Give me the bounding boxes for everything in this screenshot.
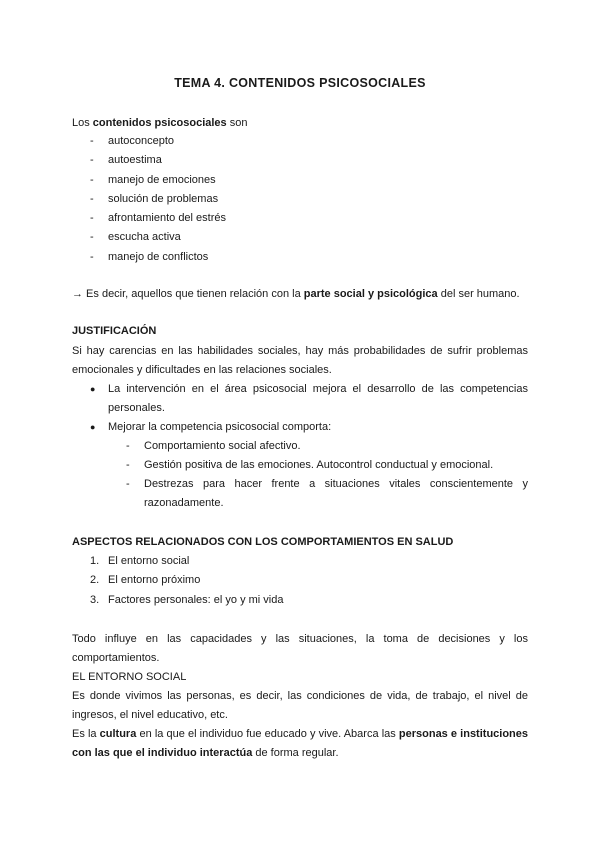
list-item-text: solución de problemas [108, 192, 219, 205]
sub-list-item [108, 437, 528, 456]
list-item [72, 132, 528, 151]
entorno-paragraph: Es donde vivimos las personas, es decir, las condiciones de vida, de trabajo, el nivel de ingresos, el nivel educativo, etc. [72, 690, 528, 721]
closing-paragraph: Todo influye en las capacidades y las situaciones, la toma de decisiones y los comportamientos. [72, 633, 528, 664]
aspectos-list [72, 552, 528, 610]
sub-list-text: Gestión positiva de las emociones. Autocontrol conductual y emocional. [144, 459, 494, 471]
intro-paragraph [72, 114, 528, 133]
justificacion-bullets [72, 380, 528, 513]
list-dash: - [126, 440, 130, 452]
sub-list-text: Comportamiento social afectivo. [144, 440, 301, 452]
justificacion-heading: JUSTIFICACIÓN [72, 325, 157, 337]
numbered-item [72, 552, 528, 571]
list-item [72, 171, 528, 190]
list-item [72, 151, 528, 170]
sub-list-item [108, 456, 528, 475]
bullet-dot-icon: ● [90, 384, 96, 394]
summary-prefix: → Es decir, aquellos que tienen relación con la [72, 288, 304, 300]
list-item [72, 190, 528, 209]
list-dash: - [90, 173, 94, 186]
entorno-social-subheading: EL ENTORNO SOCIAL [72, 671, 187, 683]
cultura-suffix: de forma regular. [252, 747, 339, 759]
summary-paragraph [72, 285, 528, 304]
contents-list [72, 132, 528, 267]
list-item [72, 228, 528, 247]
justificacion-paragraph: Si hay carencias en las habilidades sociales, hay más probabilidades de sufrir problemas emocionales y dificultades en las relaciones sociales. [72, 345, 528, 376]
item-text: El entorno próximo [108, 574, 201, 587]
list-item-text: afrontamiento del estrés [108, 212, 227, 225]
sub-list [108, 437, 528, 513]
summary-suffix: del ser humano. [437, 288, 520, 300]
list-item-text: escucha activa [108, 231, 181, 244]
list-item-text: manejo de conflictos [108, 250, 209, 263]
intro-suffix: son [226, 117, 248, 129]
list-dash: - [90, 250, 94, 263]
item-number: 3. [90, 593, 100, 606]
list-dash: - [126, 459, 130, 471]
list-item-text: autoconcepto [108, 135, 175, 147]
list-dash: - [126, 478, 130, 490]
numbered-item [72, 571, 528, 590]
list-item [72, 248, 528, 267]
list-item [72, 209, 528, 228]
item-number: 2. [90, 574, 100, 587]
bullet-text: La intervención en el área psicosocial mejora el desarrollo de las competencias personales. [108, 383, 528, 414]
bullet-item [72, 418, 528, 513]
list-dash: - [90, 212, 94, 225]
intro-prefix: Los [72, 117, 93, 129]
bullet-item [72, 380, 528, 418]
bullet-dot-icon: ● [90, 422, 96, 432]
item-number: 1. [90, 555, 100, 567]
sub-list-text: Destrezas para hacer frente a situaciones vitales conscientemente y razonadamente. [144, 478, 528, 509]
list-dash: - [90, 154, 94, 167]
personas-bold: personas e instituciones con las que el individuo interactúa [72, 728, 529, 759]
list-item-text: manejo de emociones [108, 173, 216, 186]
intro-bold: contenidos psicosociales [92, 117, 227, 129]
list-dash: - [90, 192, 94, 205]
cultura-mid: en la que el individuo fue educado y vive. Abarca las [136, 728, 399, 740]
cultura-paragraph [72, 725, 528, 763]
sub-list-item [108, 475, 528, 513]
cultura-prefix: Es la [72, 728, 100, 740]
cultura-bold: cultura [99, 728, 137, 740]
list-dash: - [90, 231, 94, 244]
item-text: El entorno social [108, 555, 190, 567]
list-item-text: autoestima [108, 154, 162, 167]
numbered-item [72, 591, 528, 610]
page-title: TEMA 4. CONTENIDOS PSICOSOCIALES [174, 76, 426, 90]
bullet-text: Mejorar la competencia psicosocial comporta: [108, 421, 332, 433]
aspectos-heading: ASPECTOS RELACIONADOS CON LOS COMPORTAMIENTOS EN SALUD [72, 536, 454, 548]
summary-bold: parte social y psicológica [303, 288, 438, 300]
item-text: Factores personales: el yo y mi vida [108, 593, 284, 606]
list-dash: - [90, 135, 94, 147]
